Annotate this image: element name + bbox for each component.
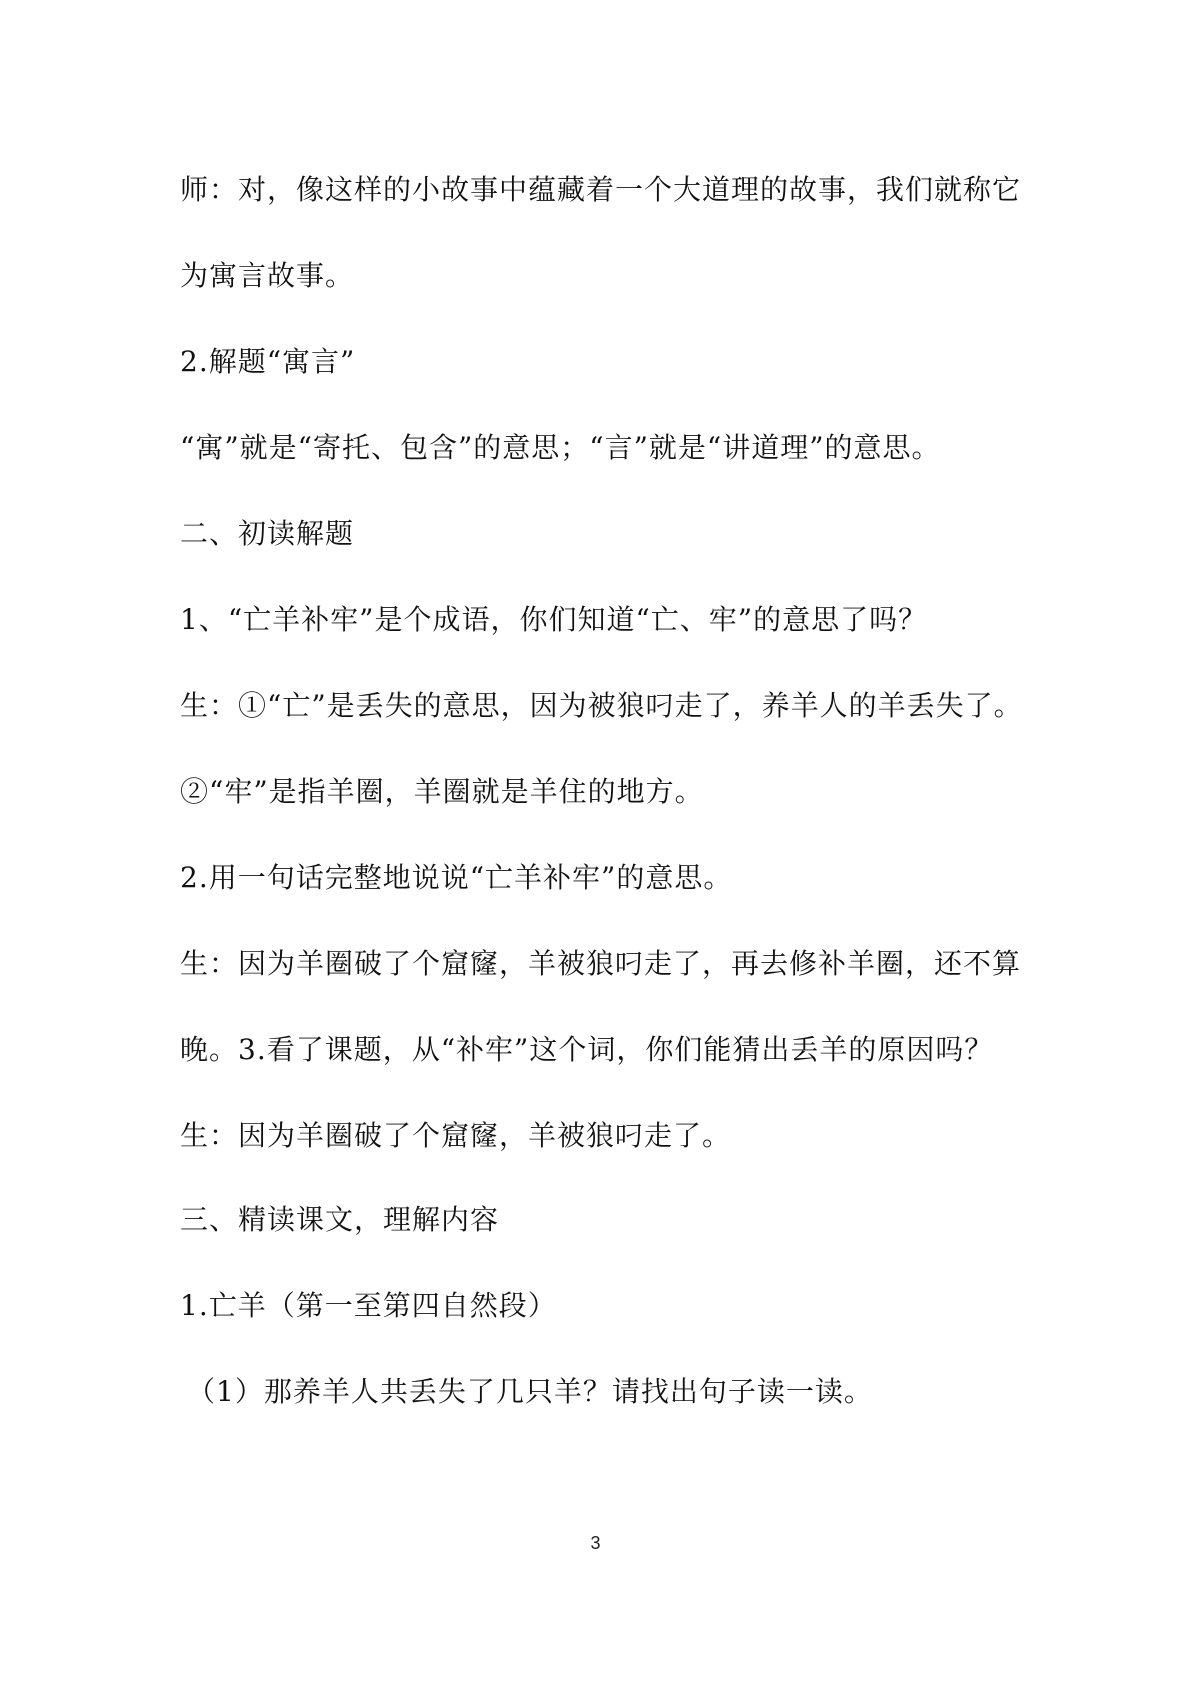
text-line-8: ②“牢”是指羊圈，羊圈就是羊住的地方。 [180,775,704,808]
text-line-12: 生：因为羊圈破了个窟窿，羊被狼叼走了。 [180,1119,732,1152]
page-number: 3 [590,1533,601,1553]
text-line-14: 1.亡羊（第一至第四自然段） [180,1289,557,1322]
text-line-9: 2.用一句话完整地说说“亡羊补牢”的意思。 [180,861,733,894]
text-line-7: 生：①“亡”是丢失的意思，因为被狼叼走了，养羊人的羊丢失了。 [180,689,1023,722]
section-heading-initial-reading: 二、初读解题 [180,517,355,550]
text-line-6: 1、“亡羊补牢”是个成语，你们知道“亡、牢”的意思了吗？ [180,603,928,636]
text-line-15: （1）那养羊人共丢失了几只羊？请找出句子读一读。 [187,1375,873,1408]
text-line-2: 为寓言故事。 [180,259,355,292]
section-heading-close-reading: 三、精读课文，理解内容 [180,1203,500,1236]
text-line-10: 生：因为羊圈破了个窟窿，羊被狼叼走了，再去修补羊圈，还不算 [180,947,1022,980]
text-line-4: “寓”就是“寄托、包含”的意思；“言”就是“讲道理”的意思。 [180,431,941,464]
text-line-11: 晚。3.看了课题，从“补牢”这个词，你们能猜出丢羊的原因吗？ [180,1033,994,1066]
text-line-3: 2.解题“寓言” [180,345,356,378]
text-line-1: 师：对，像这样的小故事中蕴藏着一个大道理的故事，我们就称它 [180,173,1022,206]
